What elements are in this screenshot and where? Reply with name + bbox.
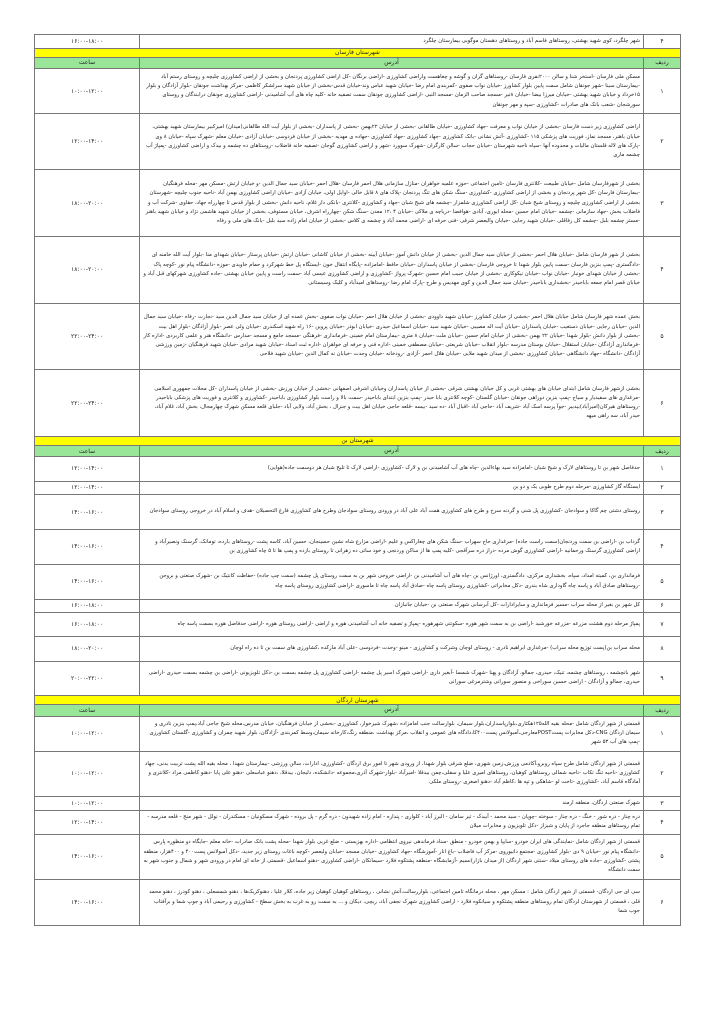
time-range-cell: ۱۶:۰۰-۱۸:۰۰ [35,35,140,49]
time-range-cell: ۱۴:۰۰-۱۶:۰۰ [35,495,140,530]
row-number: ۵ [644,834,681,879]
section-title: شهرستان اردگان [35,696,681,705]
address-cell: سی ای جی اردگان- قسمتی از شهر اردگان شامل : مسکن مهر ، محله درمانگاه تامین اجتماعی، بلواررسالت،آتش نشانی ، روستاهای کوهیان کوهیان زیر جاده، کلار علیا ، دهنوکریک‌ها ، دهنو شمسعلی ، دهنو کودرز ، دهنو محمد قلی ، قسمتی از شهرستان لردگان تمام روستاهای منطقه پشتکوه و سیانکوه فلارد - اراضی کشاورزی شهرک نجفی آباد، ریچی، دیکان و ... به سمت رو به غرب به بخش سطح - کشاورزی و رحیمی آباد و جوپ شما و برآفتاب جوب شما [140,880,644,925]
table-row [35,35,681,49]
row-number: ۶ [644,599,681,613]
table-row [35,564,681,599]
address-cell: آدرس [140,705,644,717]
table-row [35,170,681,237]
table-row [35,481,681,495]
row-number: ۴ [644,529,681,564]
header-row [35,445,681,457]
time-range-cell: ۱۸:۰۰-۲۰:۰۰ [35,637,140,661]
row-number: ۶ [644,370,681,437]
time-range-cell: ۱۲:۰۰-۱۴:۰۰ [35,114,140,170]
time-range-cell: ۱۰:۰۰-۱۲:۰۰ [35,751,140,796]
address-cell: آدرس [140,57,644,69]
time-range-cell: ۱۶:۰۰-۱۸:۰۰ [35,599,140,613]
row-number: ۳ [644,170,681,237]
time-range-cell: ۱۶:۰۰-۱۸:۰۰ [35,613,140,637]
row-number: ردیف [644,705,681,717]
time-range-cell: ۱۰:۰۰-۱۲:۰۰ [35,69,140,114]
address-cell: دره چنار - دره شور - خنگ - دره چنار - سوخته -چوپان - سید محمد - آبیدک - تیر سامان - البرز آباد - کلواری - پنداره - امام زاده شهیدون - دره گرم - پل بروده - شهرک مسکونیان - مسکندران - نولل - شهر منج - قلعه مدرسه - تمام روستاهای منطقه جاجرد از پایان و شیزاز -دکل تلویزیون و مخابرات میلان [140,810,644,834]
section-title-row [35,48,681,57]
address-cell: آدرس [140,445,644,457]
row-number: ۲ [644,751,681,796]
row-number: ۸ [644,637,681,661]
row-number: ۲ [644,481,681,495]
time-range-cell: ۱۲:۰۰-۱۴:۰۰ [35,810,140,834]
time-range-cell: ۲۲:۰۰-۲۴:۰۰ [35,303,140,370]
row-number: ۷ [644,613,681,637]
address-cell: بخشی ازشهر فارسان شامل ابتدای خیابان های بهشتی غربی و کل خیابان بهشتی شرقی -بخشی از خیابان پاسداران وخیابان اشرفی اصفهانی -بخشی از خیابان ورزش -بخشی از خیابان پاسداران -کل محلات جمهوری اسلامی -مرغداری های سفیدیار و سیاج -پمپ بنزین دوراهی جونقان -خیابان گلستان -کوچه کلانتری بابا حیدر -پمپ بنزین ابتدای باباحیدر -سمت بالا و راست بلوار کشاورزی باباحیدر -کشاورزی و کلانتری و فوریت های پزشکی باباحیدر -روستاهای هیرکان(امیرآباد)بیدبیر -جوآ پرسه اسک آباد -شریف آباد -حاجی آباد -اقبال آباد -ده سید -بیسه -قلعه حاجی خیابان اهل بیت و جنرال ، بخش آباد، ولایی آباد -جلبای قلعه مسکن شهرک چهارمحال، بخش آباد، غلام آباد، حیدر آباد، سه راهی میهه [140,370,644,437]
address-cell: پمپاژ مرحله دوم هشتت مزرعه -مزرعه خورشید -اراضی بن به سمت شهر هوره -سکونتی شهرهوره -پمپاژ و تصفیه خانه آب آشامیدنی هوره و اراضی -اراضی روستای هوره -اراضی حدفاصل هوره بسمت پاسه چاه [140,613,644,637]
time-range-cell: ۱۲:۰۰-۱۴:۰۰ [35,481,140,495]
table-row [35,69,681,114]
table-row [35,529,681,564]
section-title-row [35,696,681,705]
address-cell: شهر چلگرد، کوی شهید بهشتی، روستاهای قاسم آباد و روستاهای دهستان موگویی بیمارستان چلگرد [140,35,644,49]
address-cell: اراضی کشاورزی زیر دست فارسان -بخشی از خیابان نواب و معرفت -جهاد کشاورزی -خیابان طالقانی -بخشی از خیابان ۲۲بهمن -بخشی از پاسداران -بخشی از بلوار آیت الله طالقانی(میدان) امیرکبیر بیمارستان شهید بهشتی، خیابان باهنر، مسجد نماز، فوریت های پزشکی ۱۱۵ -کشاورزی -آتش نشانی -بانک کشاورزی -جهاد کشاورزی -جهاد کشاورزی -جهاده ی مهدیه -بخشی از خیابان فردوسی -خیابان آزادی -خیابان معلم -شهرک سپاه -خیابان ۸ وی -پارک های لاله قلستان مالیات و محدوده آنها -سپاه ناحیه شهرستان -خیابان حجاب -سالن کارگران -شهرک سوورد -شهر و اراضی کشاورزی گوجان -تصفیه خانه فاضلاب -روستاهای ده چشمه و بیدک و اراضی کشاورزی -پمپاژ آب چشمه ماری [140,114,644,170]
time-range-cell: ۱۲:۰۰-۱۴:۰۰ [35,457,140,481]
address-cell: بخش عمده شهر فارسان شامل خیابان هلال احمر -بخشی از خیابان کشاورز -خیابان شهید داوودی -بخشی از خیابان هلال احمر -خیابان نواب صفوی -بخش عمده ای از خیابان سید جمال الدین سید -نجارت -رفاه -خیابان سید جمال الدین -خیابان رجایی -خیابان دستغیب -خیابان پاسداران -خیابان آیت اله مصیبی -خیابان شهید سید -خیابان اسماعیل حیدری -خیابان ابوذر -خیابان پروین -۱۶ راه شهید اسکندری -خیابان ولی عصر -بلوار آزادگان -بلوار اهل بیت -بخشی از بلوار دانش -بلوار شهدا -خیابان ۲۲ بهمن -بخشی از خیابان امام حسین -خیابان ملت -خیابان ۸ متری -بیمارستان امام خمینی -فرمانداری -فرهنگی -مسجد جامع و مسجد -مدارس -دانشگاه هنر و علمی کاربردی -اداره کار -فرمانداری آزادگان -خیابان استقلال -خیابان بوستان مدرسه -بلوار انقلاب -خیابان شریعتی -خیابان مصطفی خمینی -اداره فنی و حرفه ای خواهران -اداره ثبت اسناد -خیابان شهید مرادی -خیابان شهید فرهنگیان -زمین ورزشی آزادگان -دانشگاه -جهاد دانشگاهی -خیابان کشاورزی -بخشی از میدان شهید ملایی -خیابان هلال احمر -آزادی -رودخانه -خیابان وحدت -خیابان نه کمال الدین -خیابان شهید فلاحی [140,303,644,370]
address-cell: قسمتی از شهر اردگان شامل طرح سپاه روبرو،آکادمی ورزش،زمین شهری، ضلع شرقی بلوار شهدا، از ورودی شهر تا امور برق اردگان -کشاورزی، ادارات، سالن ورزشی -بیمارستان شهدا ، محله بقیه الله پشت تربیت بدنی، جهاد کشاورزی -ناحیه تنگ تکاب -ناحیه شمالی روستاهای کوهیان، روستاهای امیری علیا و سفلی،چمن بیدقلا -امیرآباد -بلوار-شهرک آذری،مجموعه -دانشکده، دلیجان، بیدقلا، ،دهنو عباسعلی -دهنو علی پایا -دهنو کاظمی مراد -کلانتری و آمادگاه قاسم آباد، -کشاورزی -تاخت لو -شاهکی و تپه ها ،کاظم آباد -دهنو اصغری -روستای ملکی [140,751,644,796]
row-number: ۳ [644,796,681,810]
time-range-cell: ۱۰:۰۰-۱۲:۰۰ [35,716,140,751]
address-cell: فرمانداری بن، کمیته امداد، سپاه، بخشداری مرکزی، دادگستری، اورژانس بن -چاه های آب آشامیدنی بن -اراضی خروجی شهر بن به سمت روستای پل چشمه (سمت چپ جاده) -حفاظت کانتیک بن -شهرک صنعتی و بروجن -روستاهای صادق آباد و پاسه چاه گاوداری شاه بندری -دکل مخابراتی -کشاورزی روستای پاسه چاه -صادق آباد پاسه چاه تا ماسوری -اراضی کشاورزی روستای پاسه چاه [140,564,644,599]
row-number: ۱ [644,457,681,481]
time-range-cell: ۲۲:۰۰-۲۴:۰۰ [35,370,140,437]
table-row [35,237,681,304]
row-number: ۵ [644,564,681,599]
address-cell: بخشی از شهر فارسان شامل -خیابان هلال احمر -بخشی از خیابان سید جمال الدین -بخشی از خیابان دانش آموز -خیابان آیینه -بخشی از خیابان کاشانی -خیابان ارتش -خیابان پرستار -خیابان شهدای منا -بلوار آیت الله خامنه ای -دادگستری -پمپ بنزین فارسان -سمت پایین بلوار شهدا تا خروجی فارسان -بخشی از خیابان پاسداران -خیابان حافظ -امامزاده -پایگاه انتقال خون -ایستگاه پل خط شهرکرد و حمام خاویدی -موزه -دانشگاه پیام نور -کوچه پاک -بخشی از خیابان شهدای خونبار -خیابان نواب -خیابان نیکوکاری -بخشی از خیابان حبیب امام حسین -شهرک پرواز -کشاورزی و اراضی کشاورزی عیسی آباد -سمت راست و پایین خیابان بهشتی -جاده کشاورزی شهرکهای قبل آباد و خیابان قصر امام جمعه باباحیدر -بخشداری باباحیدر -خیابان سید جمال الدین و کوی مهدیس و طرح -پارک امام رضا -روستاهای امیدآباد و کلیک وسیستانی [140,237,644,304]
address-cell: مسکن ملی فارسان -استخر شنا و سالن ۲۰۰۰نفری فارسان -روستاهای گران و گوشه و چغاهست واراضی کشاورزی -اراضی برنگان -کل اراضی کشاورزی پردنجان و بخشی از اراضی کشاورزی چلیچه و روستای رستم آباد -بیمارستان سینا -شهر جونقان شامل سمت پایین بلوار کشاورز -خیابان نواب صفوی -کمربندی امام رضا -خیابان شهید عباس وند-خیابان قدس-بخشی از خیابان شهید سرلشکر کاظمی -مرکز بهداشت جونقان -بلوار آزادگان و بلوار ۱۵خرداد و خیابان شهید بهشتی -خیابان میرزا بیضا -خیابان ۸تیر -مسجد صاحب الزمان -مسجد النبی -اراضی کشاورزی جونقان سمت تصفیه خانه -کلیه چاه های آب آشامیدنی -اراضی کشاورزی جونقان درابندگان و روستای سورشجان -شعب بانک های صادرات -کشاورزی -سپه و مهر جونقان [140,69,644,114]
time-range-cell: ساعت [35,57,140,69]
header-row [35,705,681,717]
time-range-cell: ساعت [35,705,140,717]
time-range-cell: ۱۴:۰۰-۱۶:۰۰ [35,564,140,599]
table-row [35,796,681,810]
section-title: شهرستان بن [35,436,681,445]
row-number: ۵ [644,303,681,370]
time-range-cell: ۱۸:۰۰-۲۰:۰۰ [35,237,140,304]
header-row [35,57,681,69]
row-number: ۳ [644,495,681,530]
table-row [35,716,681,751]
table-row [35,599,681,613]
table-row [35,751,681,796]
time-range-cell: ۱۰:۰۰-۱۲:۰۰ [35,796,140,810]
row-number: ردیف [644,445,681,457]
address-cell: قسمتی از شهر اردگان شامل -نمایندگی های ایران خودرو -سایپا و بهمن خودرو - منطق -سناد فرماندهی نیروی انتظامی -اداره بهزیستی - ضلع غربی بلوار شهدا -محله پشت بانک صادرات -خانه معلم -جایگاه دو منظوره پارس -دانشگاه پیام نور -خیابان ۹ دی -بلوار کشاورزی -مجتمع دانیوروی -مرکز آب فاضلاب -باغ انار -آموزشگاه -جهاد کشاورزی -خیابان مسجد -خیابان ولیعصر -کوچه باغات روستای زیر جدید، -دکل آمبولانس پست۴۰۰ و ۴۰۰هزار، منطقه پشتی -کشاورزی -جاده های روستای میلاد -سنتی شهر اردگان (از میدان بازار)نسیم -آزمایشگاه -منطقه پشتکوه فلارد -سیمانکان -اراضی کشاورزی -دهنو اسماعیل -قسمتی از خانه ای امام در ورودی شهر و شمال و جنوب شهر به سمت دانشگاه [140,834,644,879]
address-cell: قسمتی از شهر اردگان شامل -محله بقیه الله۱۲۵هکتاری،بلوارپاسداران،بلوار سیمان، بلوارسالت جنب امامزاده ،شهرک شیرخوار، کشاورزی -بخشی از خیابان فرهنگیان، خیابان مدرس،محله شیخ جاجی آباد،پمپ بنزین نادری و سیمان اردگان CNG-دکل مخابرات پستPOSTمعارجی،آمبولانس پست۴۰۰کا،دادگاه های عمومی و انقلاب ،مرکز بهداشت ،منطقه رنگ،کارخانه سیمان،وسط کمربندی -آزادگان، بلوار شهید چمران و کشاورزی -گلستان کشاورزی -پمپ های آب ۵۳ شهر [140,716,644,751]
time-range-cell: ۱۴:۰۰-۱۶:۰۰ [35,880,140,925]
row-number: ۱ [644,69,681,114]
table-row [35,114,681,170]
time-range-cell: ساعت [35,445,140,457]
address-cell: کل شهر بن بغیر از محله سراب -مسیر فرمانداری و سایرادارات -کل آبرسانی شهرک صنعتی بن -خیابان جانبازان [140,599,644,613]
address-cell: شهرک صنعتی اردگان، منطقه ارمند [140,796,644,810]
table-row [35,661,681,696]
address-cell: شهر بانچشمه ، روستاهای چشمه، تنیک، حیدری، جمالو، آزادگان و پهنا -شهرک شمسا -آبغیر داری -اراضی شهرک اسیر پل چشمه -اراضی کشاورزی پل چشمه بسمت بن -دکل تلویزیونی -اراضی بن چشمه بسمت حیدری -اراضی حیدری، جمالو و آزادگان - اراضی حسین سوراخی و منصور سورانی وشترمرغی سورانی [140,661,644,696]
address-cell: حدفاصل شهر بن تا روستاهای لارک و شیخ شبان -امامزاده سید بهاءالدین -چاه های آب آشامیدنی بن و لارک -کشاورزی -اراضی لارک تا تلیخ شبان هر دوسمت جاده(هوایی) [140,457,644,481]
table-row [35,834,681,879]
table-row [35,880,681,925]
section-title: شهرستان فارسان [35,48,681,57]
time-range-cell: ۱۴:۰۰-۱۶:۰۰ [35,834,140,879]
address-cell: ایستگاه گاز کشاورزی -مرحله دوم طرح طوبی یک و دو بن [140,481,644,495]
section-title-row [35,436,681,445]
time-range-cell: ۱۸:۰۰-۲۰:۰۰ [35,170,140,237]
table-row [35,457,681,481]
table-row [35,303,681,370]
outage-schedule-table [34,34,681,926]
address-cell: محله سراب بن(پست توزیع محله سراب) -مرغداری ابراهیم نادری - روستای لوچان وشرکت و کشاورزی - مینو -وحدت -فردوسی -علی آباد مارکده ،کشاورزی های سمت بن تا ده راه لوچان [140,637,644,661]
address-cell: روستای دشتی چم گاکا و سوادجان -کشاورزی پل شنی و گردنه سرخ و طرح های کشاورزی همت آباد علی آباد در ورودی روستای سوادجان وطرح های کشاورزی فارغ التحصیلان -هدف و اسلام آباد در خروجی روستای سوادجان [140,495,644,530]
table-row [35,637,681,661]
table-row [35,370,681,437]
row-number: ۲ [644,114,681,170]
table-row [35,613,681,637]
row-number: ۹ [644,661,681,696]
row-number: ۱ [644,716,681,751]
row-number: ۴ [644,237,681,304]
address-cell: گرداب بن -اراضی بن سمت وردنجان(سمت راست جاده) -مرغداری حاج سهراب -سنگ شکن های چغاراکس و علیم -اراضی مزارع شاه نشین حسینجان، حسین آباد، کاسه پشت -روستاهای بارده، تومانک، گرسنک ونصیرآباد و اراضی کشاورزی گرسنک ورحمانیه -اراضی کشاورزی گوش مرده -دراز دره سرآقجی -کلیه پمپ ها از ساکن وردنجی و خود ساتی ده زهرانی تا روستای بازده و پمپ ها تا ۵ چاه کشاورزی بن [140,529,644,564]
time-range-cell: ۱۴:۰۰-۱۶:۰۰ [35,529,140,564]
address-cell: بخشی از شهرفارسان شامل -خیابان طبیعت -کلانتری فارسان -تامین اجتماعی -حوزه علمیه خواهران -منازل سازمانی هلال احمر فارسان -هلال احمر -خیابان سید جمال الدین -و خیابان ارتش -مسکن مهر -محله فرهنگیان -بیمارستان فارسان -کل شهر پردنجان و بخشی از اراضی کشاورزی -کشاورزی -سنگ شکن های تنگ پردنجان -پلاک های ۸ قابل خالی -اوایل اولی، خیابان آزادی -خیابان اراضی کشاورزی بهمن آباد -ناحیه جنوب چلیچه -شهرستان بخشی از اراضی کشاورزی چلیچه و روستای شیخ شبان -کل اراضی کشاورزی شلمزار -چشمه های شیخ شبان -جهاد و کشاورزی -کلانتری -بانکی دار غلام، ناحیه دانش -بخشی از بلوار قدس تا چهارراه جهاد، حقاوی -شرکت آب و فاضلاب بخش -جهاد سازمانی -چشمه -خیابان امام حسین -محله ایوری، آبادی -هوافضا -دریاچه ی ملاکی -خیابان ۴ ،۱۲ معدن -سنگ شکن -چهارراه اشرف، خیابان مستوفی، بخشی از خیابان شهید هاشمی نژاد و خیابان شهید باهنر -مستر چشمه بلبل -چشمه کل رفاقلی -خیابان شهید رجایی -خیابان والیعصر شرقی -فنی حرفه ای -اراضی محمد آباد و چشمه ی کلاس -بخشی از خیابان امام زاده سید بلبل -بانک های ملی و رفاه [140,170,644,237]
row-number: ۶ [644,880,681,925]
table-row [35,810,681,834]
table-row [35,495,681,530]
row-number: ۴ [644,35,681,49]
row-number: ردیف [644,57,681,69]
row-number: ۴ [644,810,681,834]
time-range-cell: ۲۰:۰۰-۲۲:۰۰ [35,661,140,696]
